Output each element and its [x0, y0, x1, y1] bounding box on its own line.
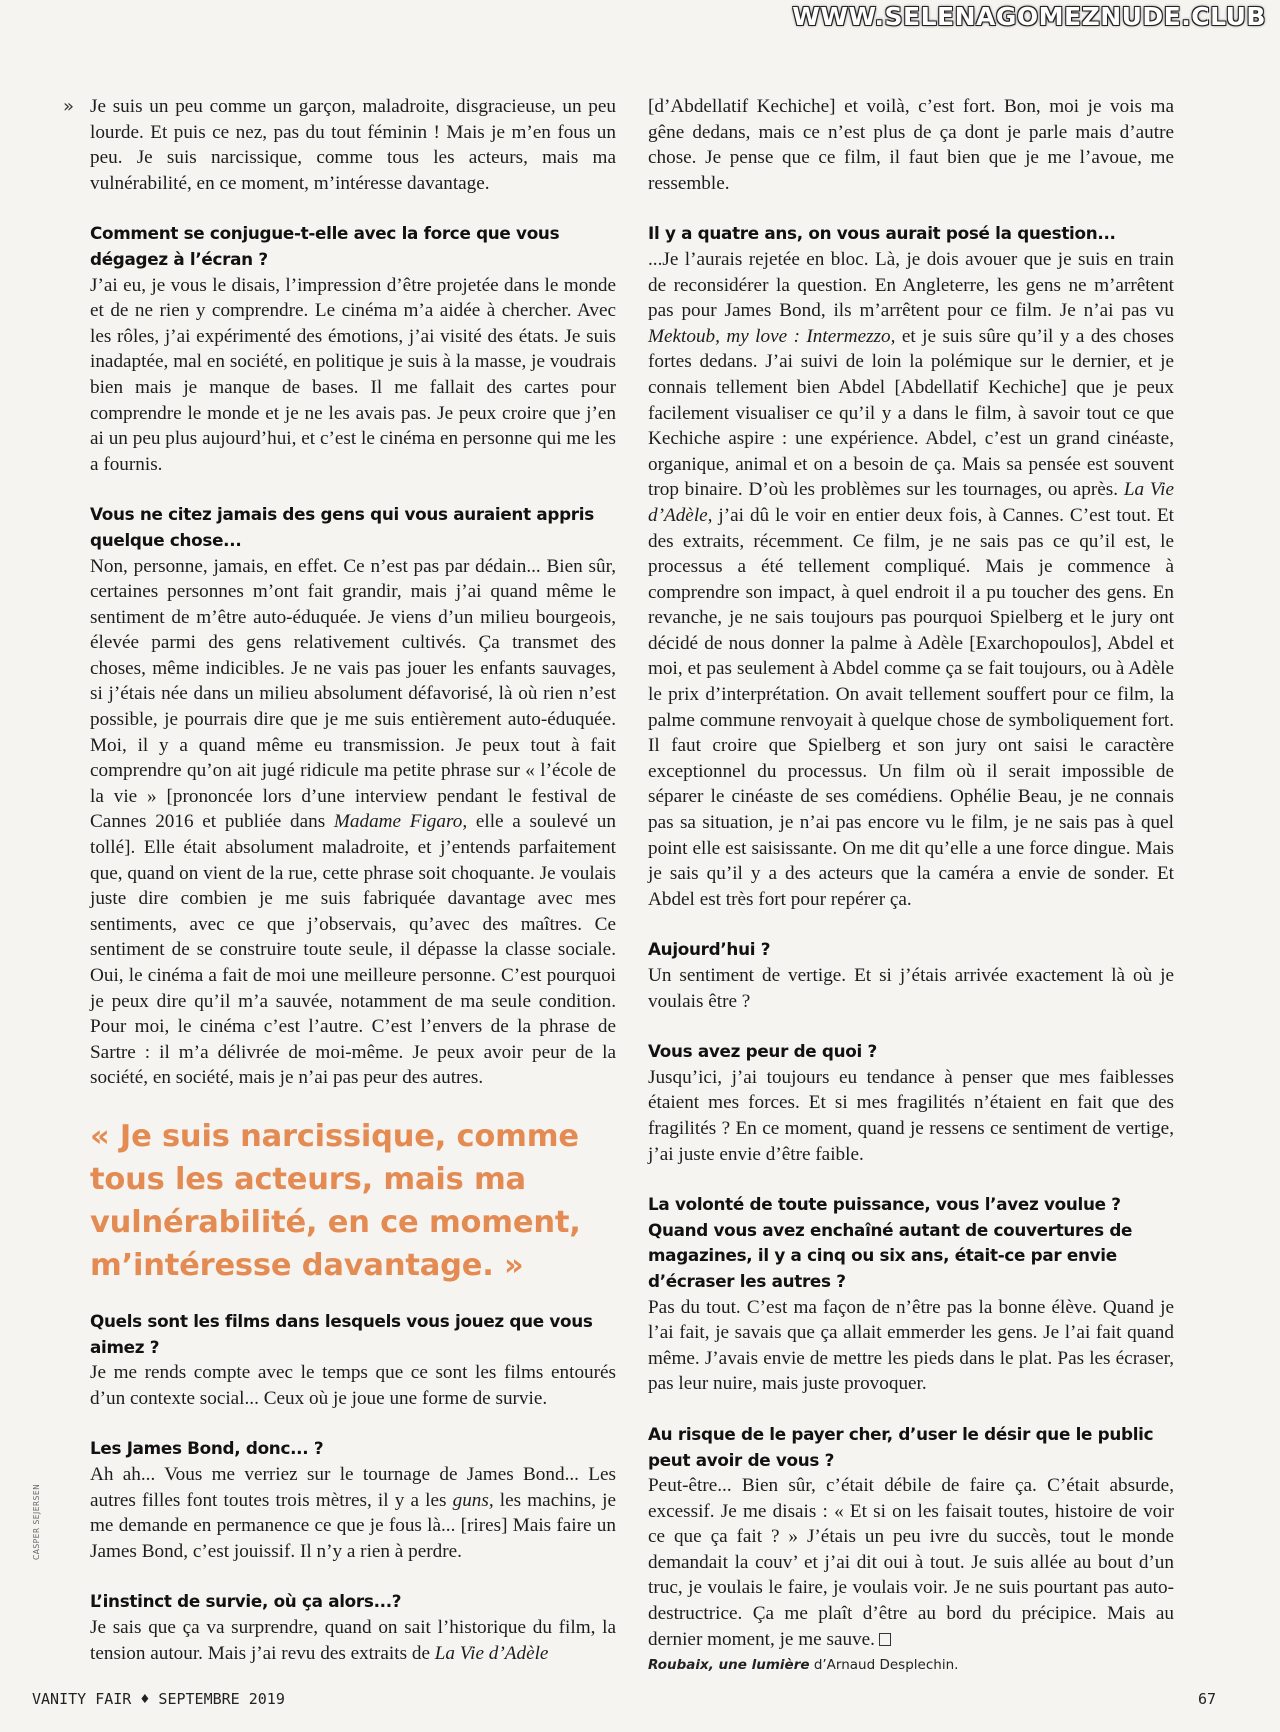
- answer-5-part-a: Je sais que ça va surprendre, quand on sait l’historique du film, la tension autour. Mais j’ai revu des extraits de: [90, 1616, 616, 1664]
- answer-4-part-a: Ah ah... Vous me verriez sur le tournage de James Bond... Les autres filles font toutes trois mètres, il y a les: [90, 1463, 616, 1511]
- footer-page-number: 67: [1197, 1690, 1216, 1708]
- watermark: WWW.SELENAGOMEZNUDE.CLUB: [792, 2, 1266, 31]
- answer-6-part-b: et je suis sûre qu’il y a des choses fortes dedans. J’ai suivi de loin la polémique sur le dernier, et je connais tellement bien Abdel [Abdellatif Kechiche] que je peux facilement visualiser ce qu’il y a dans le film, à savoir tout ce que Kechiche aspire : une expérience. Abdel, c’est un grand cinéaste, organique, animal et on a besoin de ça. Mais sa pensée est souvent trop binaire. D’où les problèmes sur les tournages, ou après.: [648, 325, 1175, 501]
- continued-paragraph: [d’Abdellatif Kechiche] et voilà, c’est fort. Bon, moi je vois ma gêne dedans, mais ce n’est plus de ça dont je parle mais d’autre chose. Je pense que ce film, il faut bien que je me l’avoue, me ressemble.: [648, 96, 1174, 194]
- answer-5: [90, 1615, 616, 1666]
- answer-4-part-b: les machins, je me demande en permanence ce que je fous là... [rires] Mais faire un James Bond, c’est jouissif. Il n’y a rien à perdre.: [90, 1489, 616, 1562]
- photo-credit: CASPER SEJERSEN: [32, 1483, 41, 1560]
- question-1: Comment se conjugue-t-elle avec la force que vous dégagez à l’écran ?: [90, 223, 560, 269]
- answer-6-part-a: ...Je l’aurais rejetée en bloc. Là, je dois avouer que je suis en train de reconsidérer la question. En Angleterre, les gens ne m’arrêtent pas pour James Bond, ils m’arrêtent pour ce film. Je n’ai pas vu: [648, 248, 1174, 322]
- answer-6: [648, 247, 1174, 912]
- right-column: [648, 94, 1174, 1676]
- answer-2-part-b: elle a soulevé un tollé]. Elle était absolument maladroite, et j’entends parfaitement que, quand on vient de la rue, cette phrase soit choquante. Je voulais juste dire combien je me suis fabriquée davantage avec mes sentiments, avec ce que j’observais, qu’avec des maîtres. Ce sentiment de se construire toute seule, il dépasse la classe sociale. Oui, le cinéma a fait de moi une meilleure personne. C’est pourquoi je peux dire qu’il m’a sauvée, notamment de ma seule condition. Pour moi, le cinéma c’est l’autre. C’est l’envers de la phrase de Sartre : il m’a délivrée de moi-même. Je peux avoir peur de la société, en société, mais je n’ai pas peur des autres.: [90, 811, 616, 1089]
- answer-4-italic: guns,: [452, 1489, 494, 1511]
- caption-title: Roubaix, une lumière: [648, 1657, 810, 1674]
- answer-5-italic: La Vie d’Adèle: [434, 1642, 549, 1664]
- answer-10-text: Peut-être... Bien sûr, c’était débile de faire ça. C’était absurde, excessif. Je me disais : « Et si on les faisait toutes, histoire de voir ce que ça fait ? » J’étais un peu ivre du succès, tout le monde demandait la couv’ et j’ai dit oui à tout. Je suis allée au bout d’un truc, je voulais le faire, je voulais voir. Je ne suis pourtant pas auto-destructrice. Ça me plaît d’être au bord du précipice. Mais au dernier moment, je me sauve.: [648, 1475, 1174, 1650]
- question-7: Aujourd’hui ?: [648, 939, 771, 960]
- answer-2-part-a: Non, personne, jamais, en effet. Ce n’est pas par dédain... Bien sûr, certaines personnes m’ont fait grandir, mais j’ai quand même le sentiment de m’être auto-éduquée. Je viens d’un milieu bourgeois, élevée parmi des gens relativement cultivés. Ça transmet des choses, même indicibles. Je ne vais pas jouer les enfants sauvages, si j’étais née dans un milieu absolument défavorisé, là où rien n’est possible, je pourrais dire que je me suis entièrement auto-éduquée. Moi, il y a quand même eu transmission. Je peux tout à fait comprendre qu’on ait jugé ridicule ma petite phrase sur « l’école de la vie » [prononcée lors d’une interview pendant le festival de Cannes 2016 et publiée dans: [90, 555, 616, 833]
- question-5: L’instinct de survie, où ça alors...?: [90, 1591, 402, 1612]
- answer-8: Jusqu’ici, j’ai toujours eu tendance à penser que mes faiblesses étaient mes forces. Et si mes fragilités n’étaient en fait que des fragilités ? En ce moment, quand je ressens ce sentiment de vertige, j’ai juste envie d’être faible.: [648, 1066, 1174, 1165]
- question-8: Vous avez peur de quoi ?: [648, 1041, 877, 1062]
- question-10: Au risque de le payer cher, d’user le désir que le public peut avoir de vous ?: [648, 1423, 1154, 1470]
- answer-7: Un sentiment de vertige. Et si j’étais arrivée exactement là où je voulais être ?: [648, 965, 1174, 1012]
- question-9: La volonté de toute puissance, vous l’avez voulue ? Quand vous avez enchaîné autant de couvertures de magazines, il y a cinq ou six ans, était-ce par envie d’écraser les autres ?: [648, 1194, 1133, 1291]
- answer-10: [648, 1473, 1174, 1652]
- pull-quote: « Je suis narcissique, comme tous les acteurs, mais ma vulnérabilité, en ce moment, m’intéresse davantage. »: [90, 1118, 581, 1283]
- footer-magazine: VANITY FAIR ♦ SEPTEMBRE 2019: [32, 1690, 285, 1708]
- photo-caption: [648, 1654, 1174, 1676]
- left-column: [63, 94, 616, 1666]
- answer-6-part-c: j’ai dû le voir en entier deux fois, à Cannes. C’est tout. Et des extraits, récemment. Ce film, je ne sais pas ce qu’il est, le processus a été tellement compliqué. Mais je commence à comprendre son impact, à quel endroit il a pu toucher des gens. En revanche, je ne sais toujours pas pourquoi Spielberg et le jury ont décidé de nous donner la palme à Adèle [Exarchopoulos], Abdel et moi, et pas seulement à Abdel comme ça se fait toujours, ou à Adèle le prix d’interprétation. On avait tellement souffert pour ce film, la palme commune renvoyait à quelque chose de symboliquement fort. Il faut croire que Spielberg et son jury ont saisi le caractère exceptionnel du processus. Un film où il serait impossible de séparer le cinéaste de ses comédiens. Ophélie Beau, je ne connais pas sa situation, je n’ai pas encore vu le film, je ne sais pas à quel point elle est saisissante. On me dit qu’elle a une force dingue. Mais je sais qu’il y a des acteurs que la caméra a envie de sonder. Et Abdel est très fort pour repérer ça.: [648, 504, 1174, 910]
- answer-9: Pas du tout. C’est ma façon de n’être pas la bonne élève. Quand je l’ai fait, je savais que ça allait emmerder les gens. Je l’ai fait quand même. J’avais envie de mettre les pieds dans le plat. Pas les écraser, pas leur nuire, mais juste provoquer.: [648, 1296, 1174, 1395]
- answer-2-italic: Madame Figaro,: [333, 811, 468, 833]
- question-4: Les James Bond, donc... ?: [90, 1438, 324, 1459]
- caption-rest: d’Arnaud Desplechin.: [809, 1657, 959, 1674]
- answer-6-italic-1: Mektoub, my love : Intermezzo,: [648, 325, 896, 347]
- answer-1: J’ai eu, je vous le disais, l’impression d’être projetée dans le monde et de ne rien y comprendre. Le cinéma m’a aidée à chercher. Avec les rôles, j’ai expérimenté des émotions, j’ai visité des états. Je suis inadaptée, mal en société, en politique je suis à la masse, je voudrais bien mais je manque de bases. Il me fallait des cartes pour comprendre le monde et je ne les avais pas. Je peux croire que j’en ai un peu plus aujourd’hui, et c’est le cinéma en personne qui me les a fournis.: [90, 274, 616, 475]
- double-chevron-right-icon: »: [63, 96, 75, 117]
- answer-4: [90, 1462, 616, 1564]
- intro-block: [63, 94, 616, 196]
- intro-paragraph: Je suis un peu comme un garçon, maladroite, disgracieuse, un peu lourde. Et puis ce nez, pas du tout féminin ! Mais je m’en fous un peu. Je suis narcissique, comme tous les acteurs, mais ma vulnérabilité, en ce moment, m’intéresse davantage.: [90, 96, 616, 194]
- answer-3: Je me rends compte avec le temps que ce sont les films entourés d’un contexte social... Ceux où je joue une forme de survie.: [90, 1362, 616, 1409]
- answer-6-italic-2: La Vie d’Adèle,: [648, 479, 1174, 526]
- question-3: Quels sont les films dans lesquels vous jouez que vous aimez ?: [90, 1310, 593, 1357]
- question-6: Il y a quatre ans, on vous aurait posé la question...: [648, 223, 1116, 244]
- answer-2: [90, 554, 616, 1091]
- end-square-icon: [879, 1633, 891, 1646]
- question-2: Vous ne citez jamais des gens qui vous auraient appris quelque chose...: [90, 504, 594, 550]
